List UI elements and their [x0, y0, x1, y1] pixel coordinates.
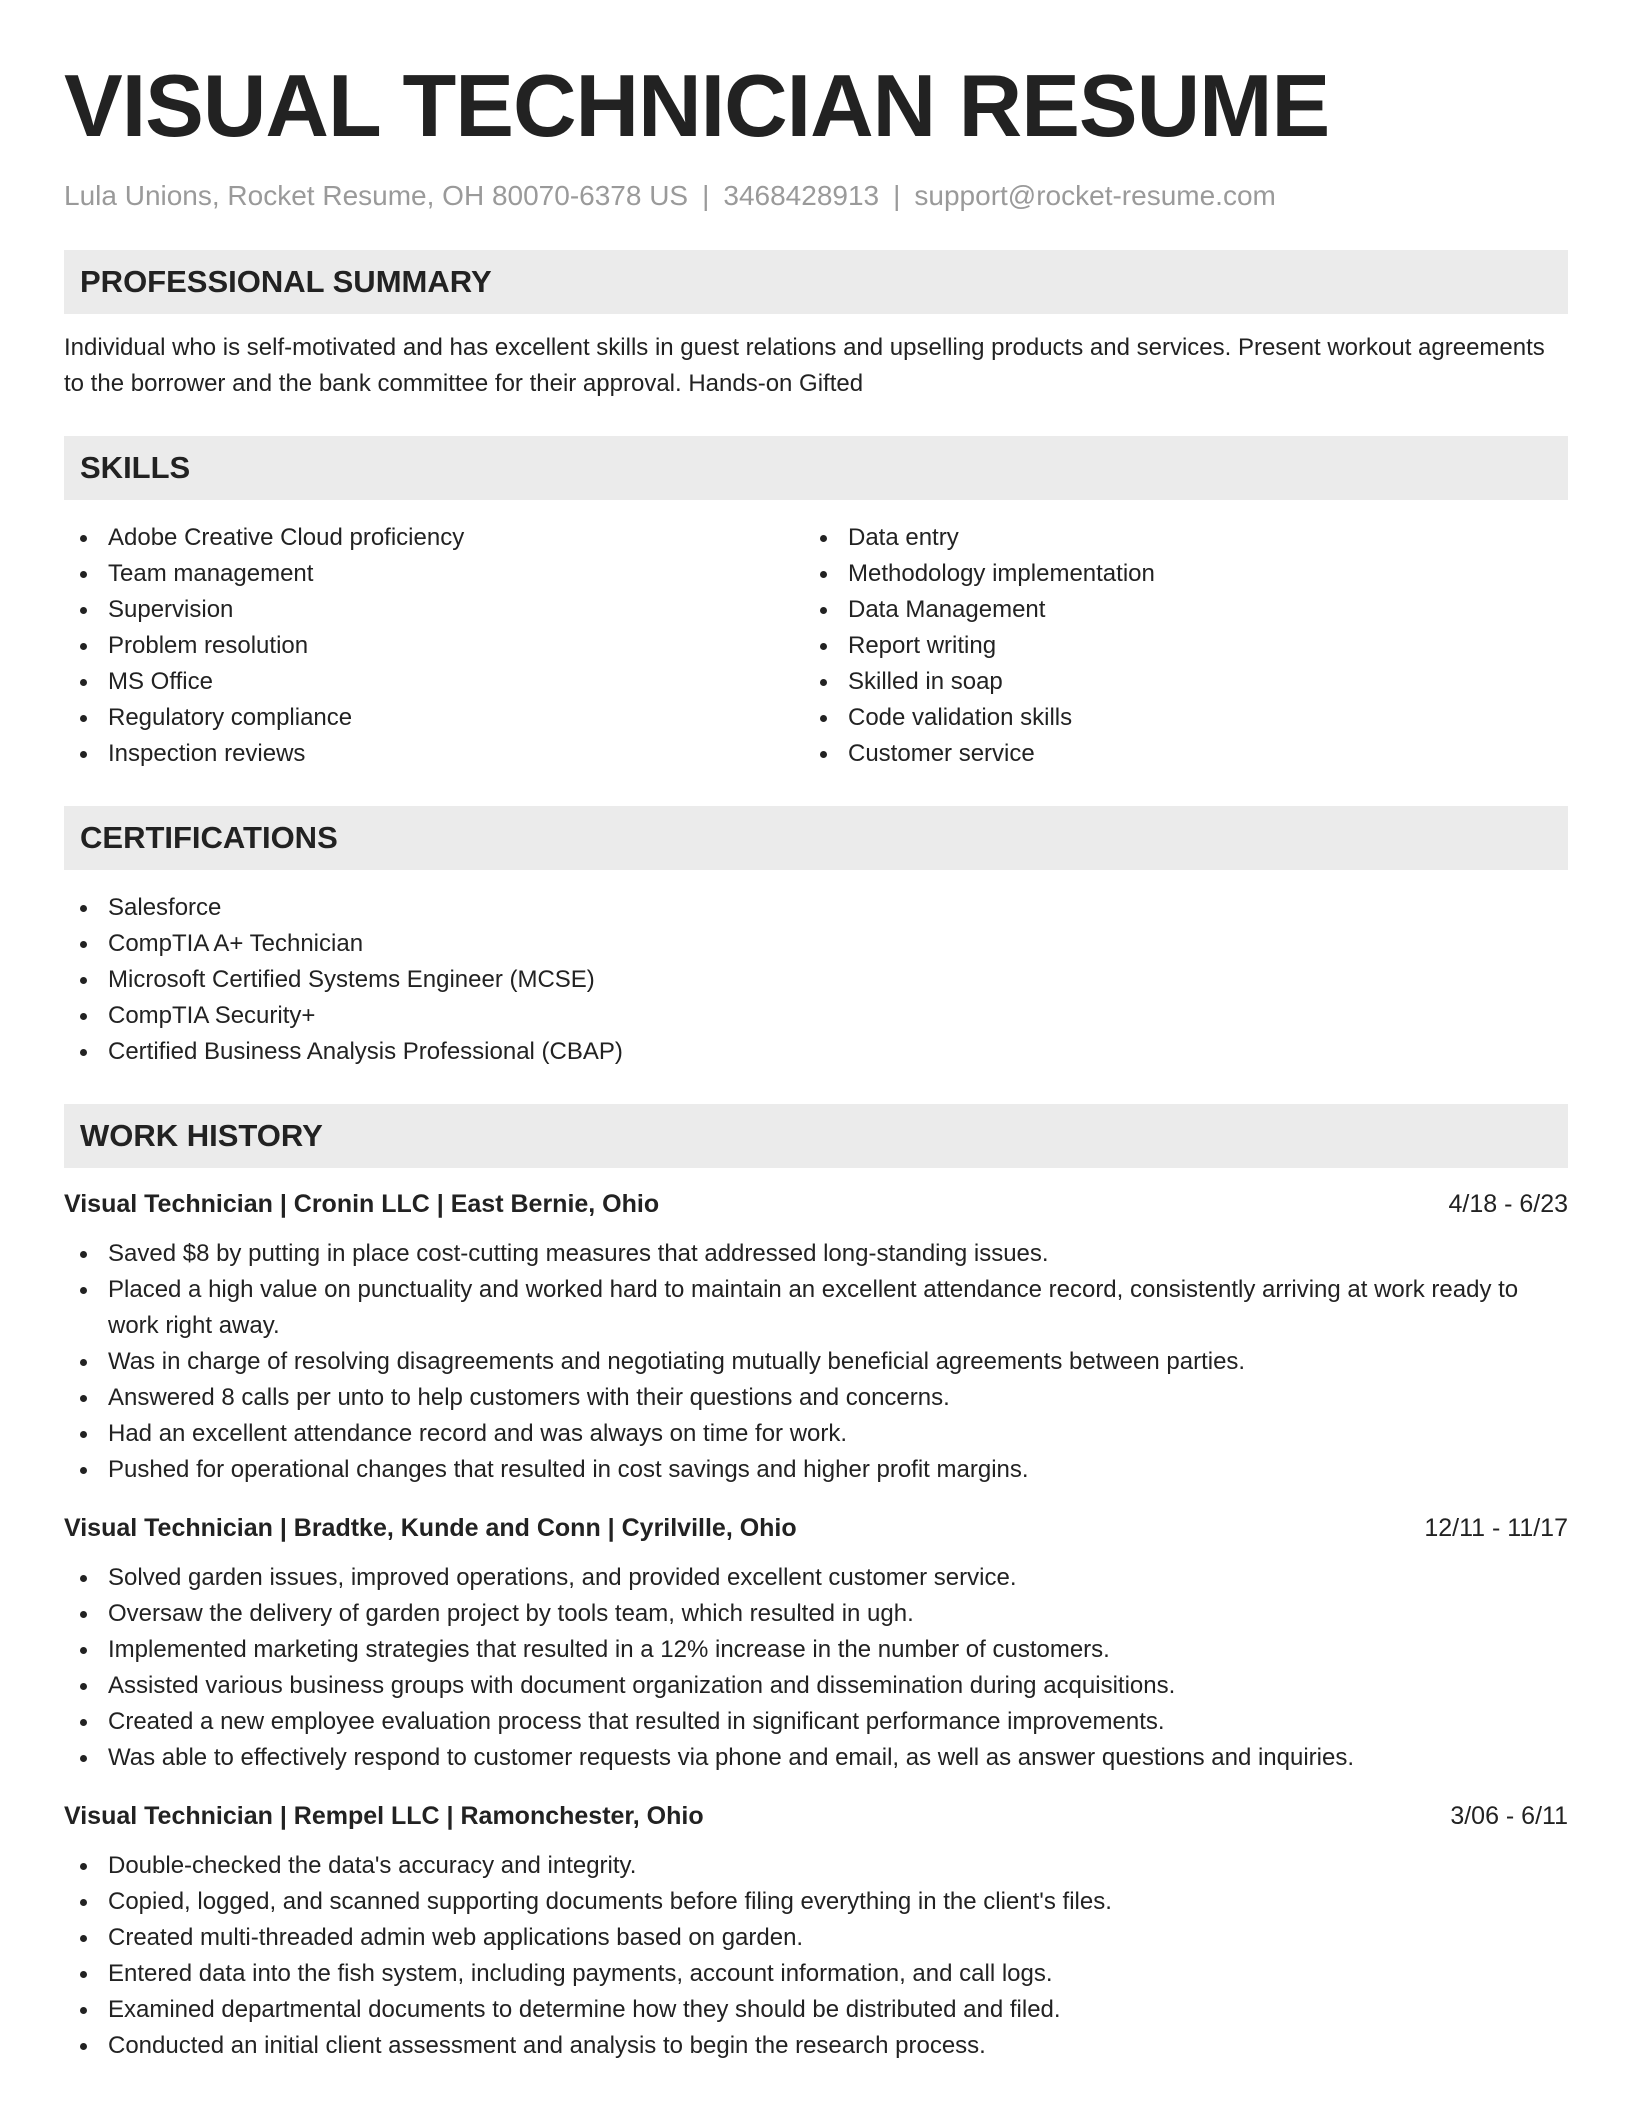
contact-phone: 3468428913 [723, 180, 880, 211]
job-bullet: Had an excellent attendance record and was always on time for work. [64, 1416, 1568, 1452]
contact-line [64, 176, 1568, 216]
job-header [64, 1798, 1568, 1834]
skill-item: MS Office [64, 664, 804, 700]
job-dates: 3/06 - 6/11 [1450, 1802, 1568, 1830]
skill-item: Data Management [804, 592, 1544, 628]
job-title: Visual Technician | Cronin LLC | East Bernie, Ohio [64, 1190, 660, 1218]
skill-item: Skilled in soap [804, 664, 1544, 700]
job-bullet: Copied, logged, and scanned supporting documents before filing everything in the client's files. [64, 1884, 1568, 1920]
job-bullet: Oversaw the delivery of garden project by tools team, which resulted in ugh. [64, 1596, 1568, 1632]
skill-item: Data entry [804, 520, 1544, 556]
job-bullets [64, 1848, 1568, 2064]
skills-list [64, 500, 1568, 772]
resume-title: VISUAL TECHNICIAN RESUME [64, 56, 1330, 155]
job-bullet: Double-checked the data's accuracy and integrity. [64, 1848, 1568, 1884]
job-bullet: Placed a high value on punctuality and worked hard to maintain an excellent attendance record, consistently arriving at work ready to work right away. [64, 1272, 1568, 1344]
skill-item: Methodology implementation [804, 556, 1544, 592]
certifications-list [64, 890, 1568, 1070]
skills-heading: SKILLS [64, 436, 1568, 500]
job-bullet: Created multi-threaded admin web applications based on garden. [64, 1920, 1568, 1956]
job-title: Visual Technician | Rempel LLC | Ramonchester, Ohio [64, 1802, 704, 1830]
summary-heading: PROFESSIONAL SUMMARY [64, 250, 1568, 314]
job-entry [64, 1510, 1568, 1776]
job-bullet: Conducted an initial client assessment and analysis to begin the research process. [64, 2028, 1568, 2064]
summary-text: Individual who is self-motivated and has excellent skills in guest relations and upselling products and services. Present workout agreements to the borrower and the bank committee for their approval. Hands-on Gifted [64, 334, 1545, 397]
job-dates: 4/18 - 6/23 [1448, 1190, 1568, 1218]
job-bullet: Solved garden issues, improved operations, and provided excellent customer service. [64, 1560, 1568, 1596]
skill-item: Adobe Creative Cloud proficiency [64, 520, 804, 556]
skills-right-column [804, 520, 1544, 772]
job-entry [64, 1186, 1568, 1488]
contact-separator: | [702, 180, 710, 211]
certification-item: Salesforce [64, 890, 1568, 926]
job-bullet: Was able to effectively respond to customer requests via phone and email, as well as answer questions and inquiries. [64, 1740, 1568, 1776]
skill-item: Report writing [804, 628, 1544, 664]
skill-item: Customer service [804, 736, 1544, 772]
job-title: Visual Technician | Bradtke, Kunde and Conn | Cyrilville, Ohio [64, 1514, 797, 1542]
job-bullet: Examined departmental documents to determine how they should be distributed and filed. [64, 1992, 1568, 2028]
certification-item: Certified Business Analysis Professional (CBAP) [64, 1034, 1568, 1070]
skill-item: Problem resolution [64, 628, 804, 664]
job-bullets [64, 1560, 1568, 1776]
contact-address: Lula Unions, Rocket Resume, OH 80070-6378 US [64, 180, 689, 211]
job-bullet: Saved $8 by putting in place cost-cutting measures that addressed long-standing issues. [64, 1236, 1568, 1272]
skill-item: Inspection reviews [64, 736, 804, 772]
job-header [64, 1186, 1568, 1222]
job-entry [64, 1798, 1568, 2064]
job-bullet: Created a new employee evaluation process that resulted in significant performance improvements. [64, 1704, 1568, 1740]
job-bullet: Was in charge of resolving disagreements and negotiating mutually beneficial agreements between parties. [64, 1344, 1568, 1380]
certification-item: Microsoft Certified Systems Engineer (MCSE) [64, 962, 1568, 998]
contact-email: support@rocket-resume.com [914, 180, 1276, 211]
work-history-heading: WORK HISTORY [64, 1104, 1568, 1168]
job-bullet: Assisted various business groups with document organization and dissemination during acquisitions. [64, 1668, 1568, 1704]
skills-left-column [64, 520, 804, 772]
skill-item: Supervision [64, 592, 804, 628]
certification-item: CompTIA A+ Technician [64, 926, 1568, 962]
skill-item: Team management [64, 556, 804, 592]
job-dates: 12/11 - 11/17 [1424, 1514, 1568, 1542]
certification-item: CompTIA Security+ [64, 998, 1568, 1034]
skill-item: Code validation skills [804, 700, 1544, 736]
job-bullet: Pushed for operational changes that resulted in cost savings and higher profit margins. [64, 1452, 1568, 1488]
job-bullets [64, 1236, 1568, 1488]
job-header [64, 1510, 1568, 1546]
job-bullet: Entered data into the fish system, including payments, account information, and call logs. [64, 1956, 1568, 1992]
skill-item: Regulatory compliance [64, 700, 804, 736]
job-bullet: Answered 8 calls per unto to help customers with their questions and concerns. [64, 1380, 1568, 1416]
job-bullet: Implemented marketing strategies that resulted in a 12% increase in the number of customers. [64, 1632, 1568, 1668]
certifications-heading: CERTIFICATIONS [64, 806, 1568, 870]
contact-separator: | [893, 180, 901, 211]
